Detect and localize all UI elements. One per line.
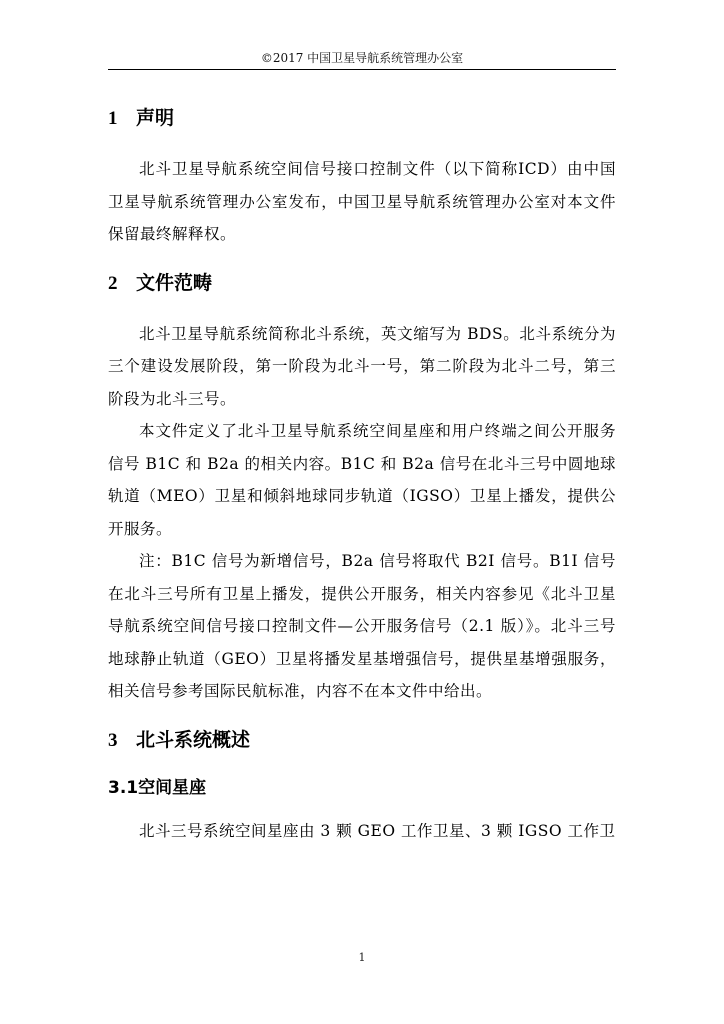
subsection-title: 空间星座 [138,777,207,798]
section-2-paragraph: 本文件定义了北斗卫星导航系统空间星座和用户终端之间公开服务信号 B1C 和 B2a 的相关内容。B1C 和 B2a 信号在北斗三号中圆地球轨道（MEO）卫星和倾斜地球同步轨道（IGSO）卫星上播发，提供公开服务。 [108,422,616,538]
section-1-paragraph: 北斗卫星导航系统空间信号接口控制文件（以下简称ICD）由中国卫星导航系统管理办公室发布，中国卫星导航系统管理办公室对本文件保留最终解释权。 [108,160,616,243]
subsection-3-1-heading [108,775,616,801]
header-divider [108,69,616,70]
section-number: 3 [108,729,118,751]
document-body [108,104,616,847]
section-title: 声明 [136,107,175,129]
section-2-note-paragraph: 注：B1C 信号为新增信号，B2a 信号将取代 B2I 信号。B1I 信号在北斗三号所有卫星上播发，提供公开服务，相关内容参见《北斗卫星导航系统空间信号接口控制文件—公开服务信号（2.1 版）》。北斗三号地球静止轨道（GEO）卫星将播发星基增强信号，提供星基增强服务，相关信号参考国际民航标准，内容不在本文件中给出。 [108,552,616,700]
section-1-heading [108,104,616,133]
section-title: 北斗系统概述 [136,728,251,751]
section-number: 1 [108,108,118,129]
subsection-number: 3.1 [108,777,139,798]
section-number: 2 [108,272,118,294]
section-2-paragraph: 北斗卫星导航系统简称北斗系统，英文缩写为 BDS。北斗系统分为三个建设发展阶段，第一阶段为北斗一号，第二阶段为北斗二号，第三阶段为北斗三号。 [108,324,616,408]
subsection-3-1-paragraph: 北斗三号系统空间星座由 3 颗 GEO 工作卫星、3 颗 IGSO 工作卫 [139,821,616,840]
page-number: 1 [358,951,366,964]
section-2-heading [108,269,616,298]
page-header: ©2017 中国卫星导航系统管理办公室 [260,51,464,65]
section-3-heading [108,726,616,755]
section-title: 文件范畴 [136,271,213,294]
